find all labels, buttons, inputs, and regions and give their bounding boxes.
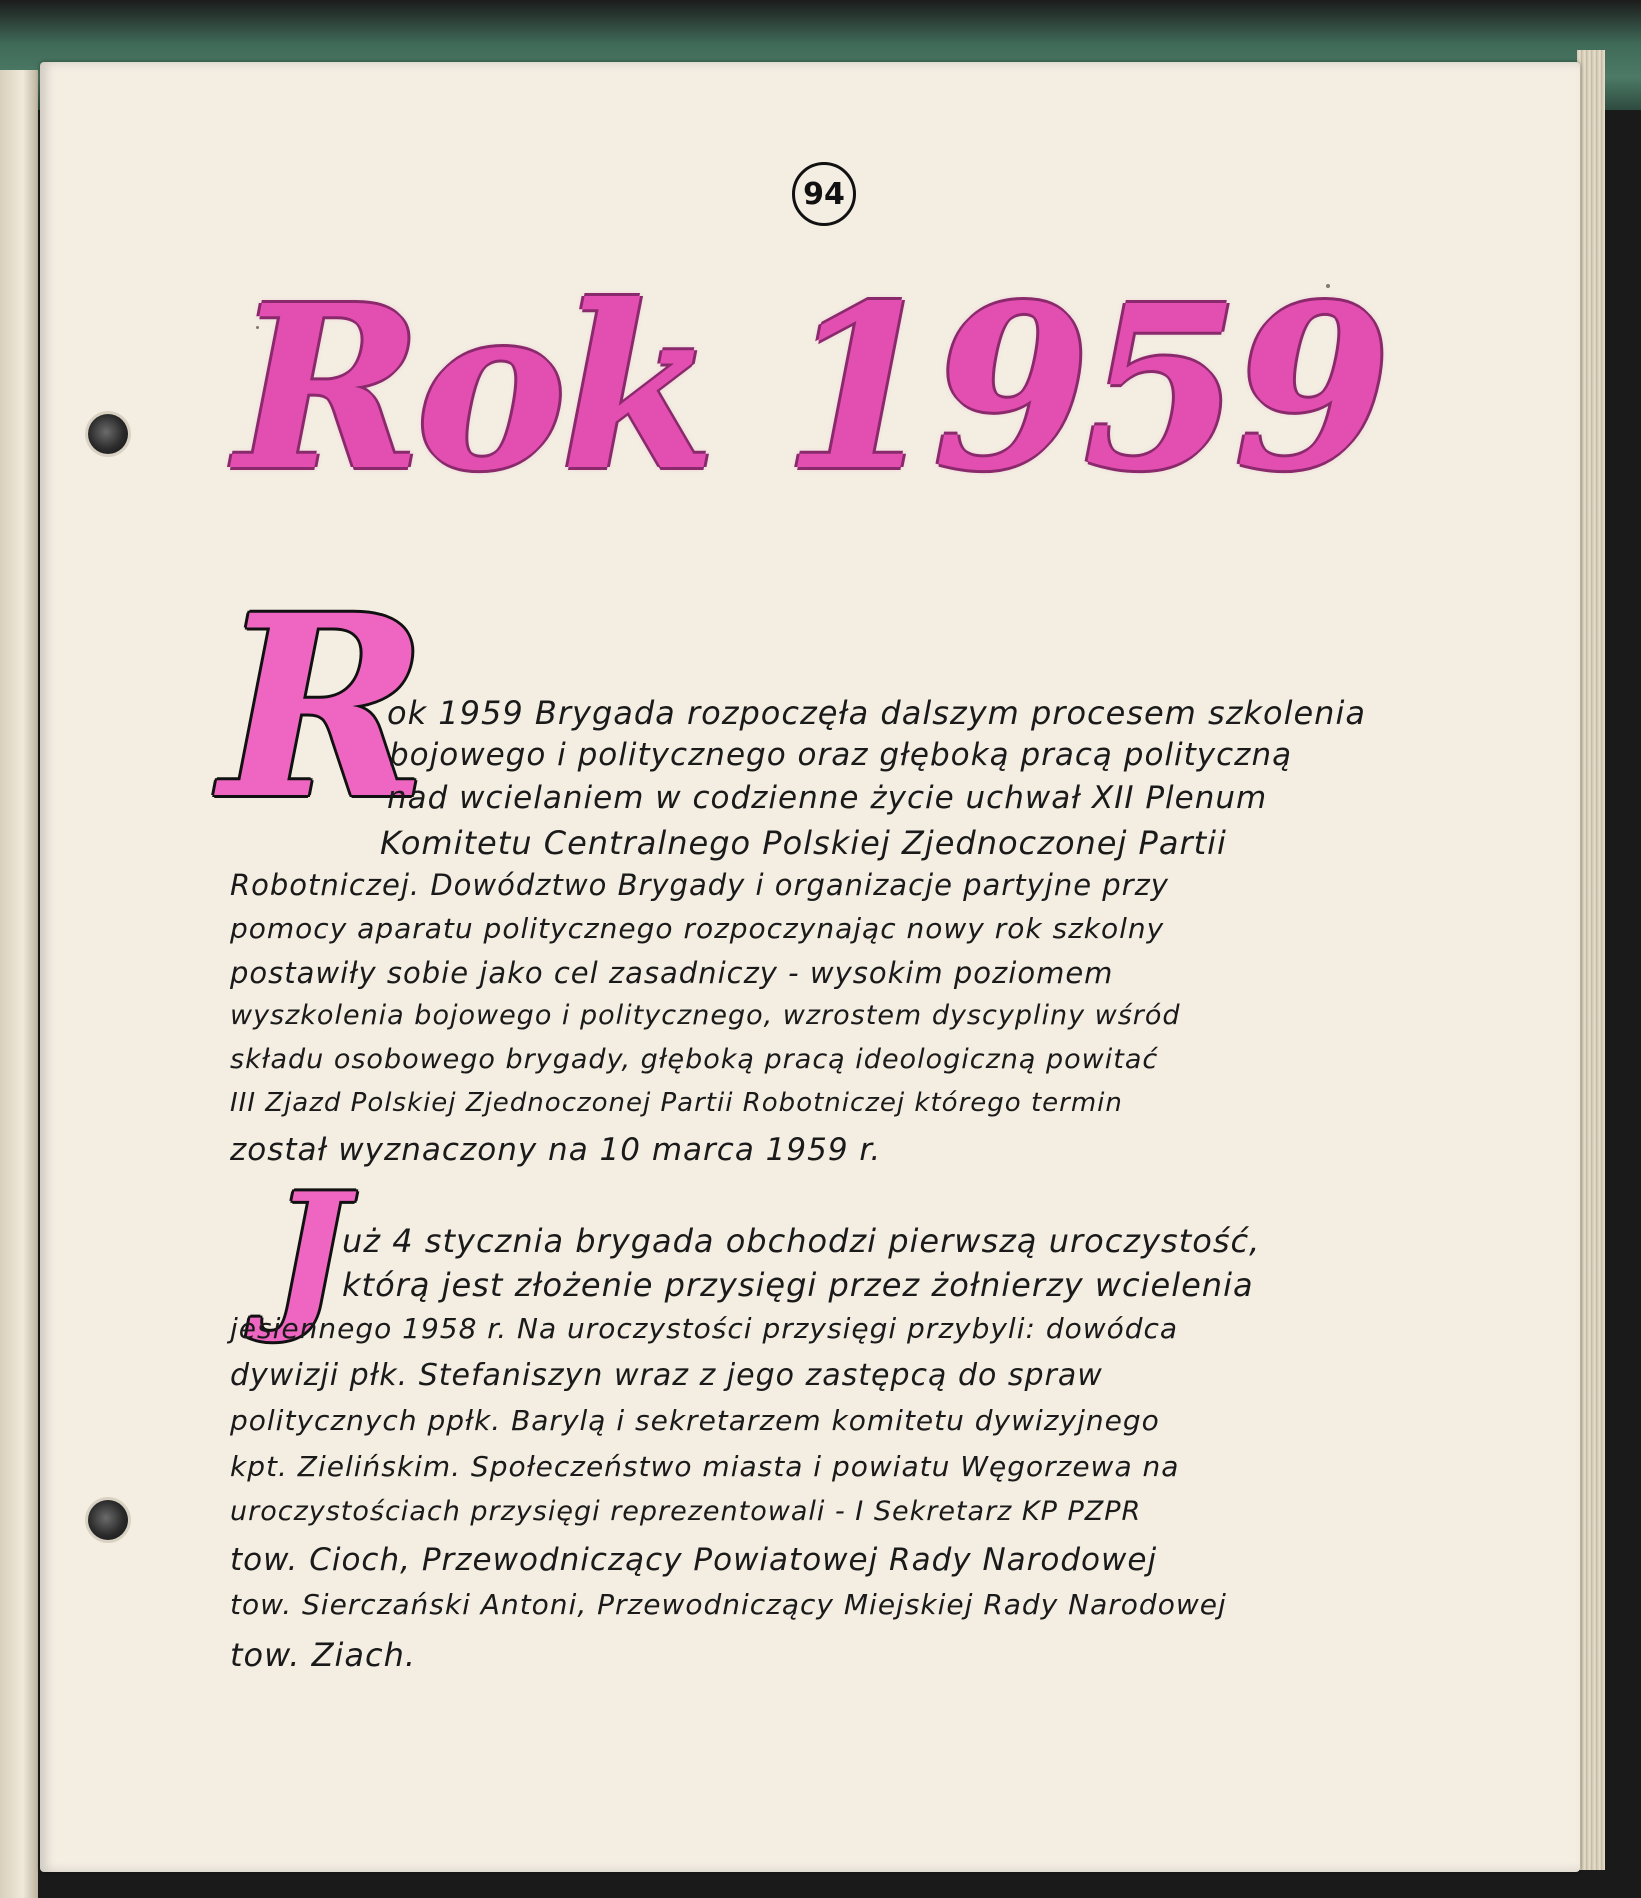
paragraph-1-line: składu osobowego brygady, głęboką pracą ideologiczną powitać xyxy=(230,1044,1159,1075)
paragraph-2-line: jesiennego 1958 r. Na uroczystości przysięgi przybyli: dowódca xyxy=(230,1312,1179,1345)
paragraph-1-line: ok 1959 Brygada rozpoczęła dalszym procesem szkolenia xyxy=(387,694,1366,732)
paragraph-2-line: kpt. Zielińskim. Społeczeństwo miasta i powiatu Węgorzewa na xyxy=(230,1450,1180,1483)
left-page-edge xyxy=(0,70,38,1898)
paragraph-2-line: uż 4 stycznia brygada obchodzi pierwszą uroczystość, xyxy=(342,1222,1261,1260)
paragraph-1-line: postawiły sobie jako cel zasadniczy - wysokim poziomem xyxy=(230,956,1114,990)
paragraph-1-line: Komitetu Centralnego Polskiej Zjednoczonej Partii xyxy=(380,824,1227,862)
paragraph-1-line: został wyznaczony na 10 marca 1959 r. xyxy=(230,1132,882,1168)
page-number: 94 xyxy=(803,176,845,212)
page-stack-edge xyxy=(1577,50,1605,1870)
page-number-badge xyxy=(792,162,856,226)
dropcap-r: R xyxy=(220,560,428,854)
paragraph-2-line: tow. Cioch, Przewodniczący Powiatowej Rady Narodowej xyxy=(230,1542,1158,1578)
paragraph-2-line: tow. Sierczański Antoni, Przewodniczący Miejskiej Rady Narodowej xyxy=(230,1588,1227,1621)
paragraph-2-line: którą jest złożenie przysięgi przez żołnierzy wcielenia xyxy=(342,1266,1254,1304)
paragraph-2-line: tow. Ziach. xyxy=(230,1636,417,1674)
paragraph-1-line: nad wcielaniem w codzienne życie uchwał XII Plenum xyxy=(387,780,1268,816)
paragraph-2-line: uroczystościach przysięgi reprezentowali - I Sekretarz KP PZPR xyxy=(230,1496,1142,1527)
dropcap-j: J xyxy=(272,1158,348,1346)
paragraph-1-line: bojowego i politycznego oraz głęboką pracą polityczną xyxy=(389,737,1293,773)
paragraph-1-line: III Zjazd Polskiej Zjednoczonej Partii Robotniczej którego termin xyxy=(230,1088,1123,1118)
page-title: Rok 1959 xyxy=(235,257,1385,521)
paragraph-1-line: Robotniczej. Dowództwo Brygady i organizacje partyjne przy xyxy=(230,868,1169,902)
paragraph-1-line: wyszkolenia bojowego i politycznego, wzrostem dyscypliny wśród xyxy=(230,1000,1181,1031)
punch-hole-bottom xyxy=(88,1500,128,1540)
paragraph-2-line: dywizji płk. Stefaniszyn wraz z jego zastępcą do spraw xyxy=(230,1358,1103,1393)
paragraph-1-line: pomocy aparatu politycznego rozpoczynając nowy rok szkolny xyxy=(230,912,1165,945)
paragraph-2-line: politycznych ppłk. Barylą i sekretarzem komitetu dywizyjnego xyxy=(230,1404,1160,1437)
album-page xyxy=(40,62,1580,1872)
